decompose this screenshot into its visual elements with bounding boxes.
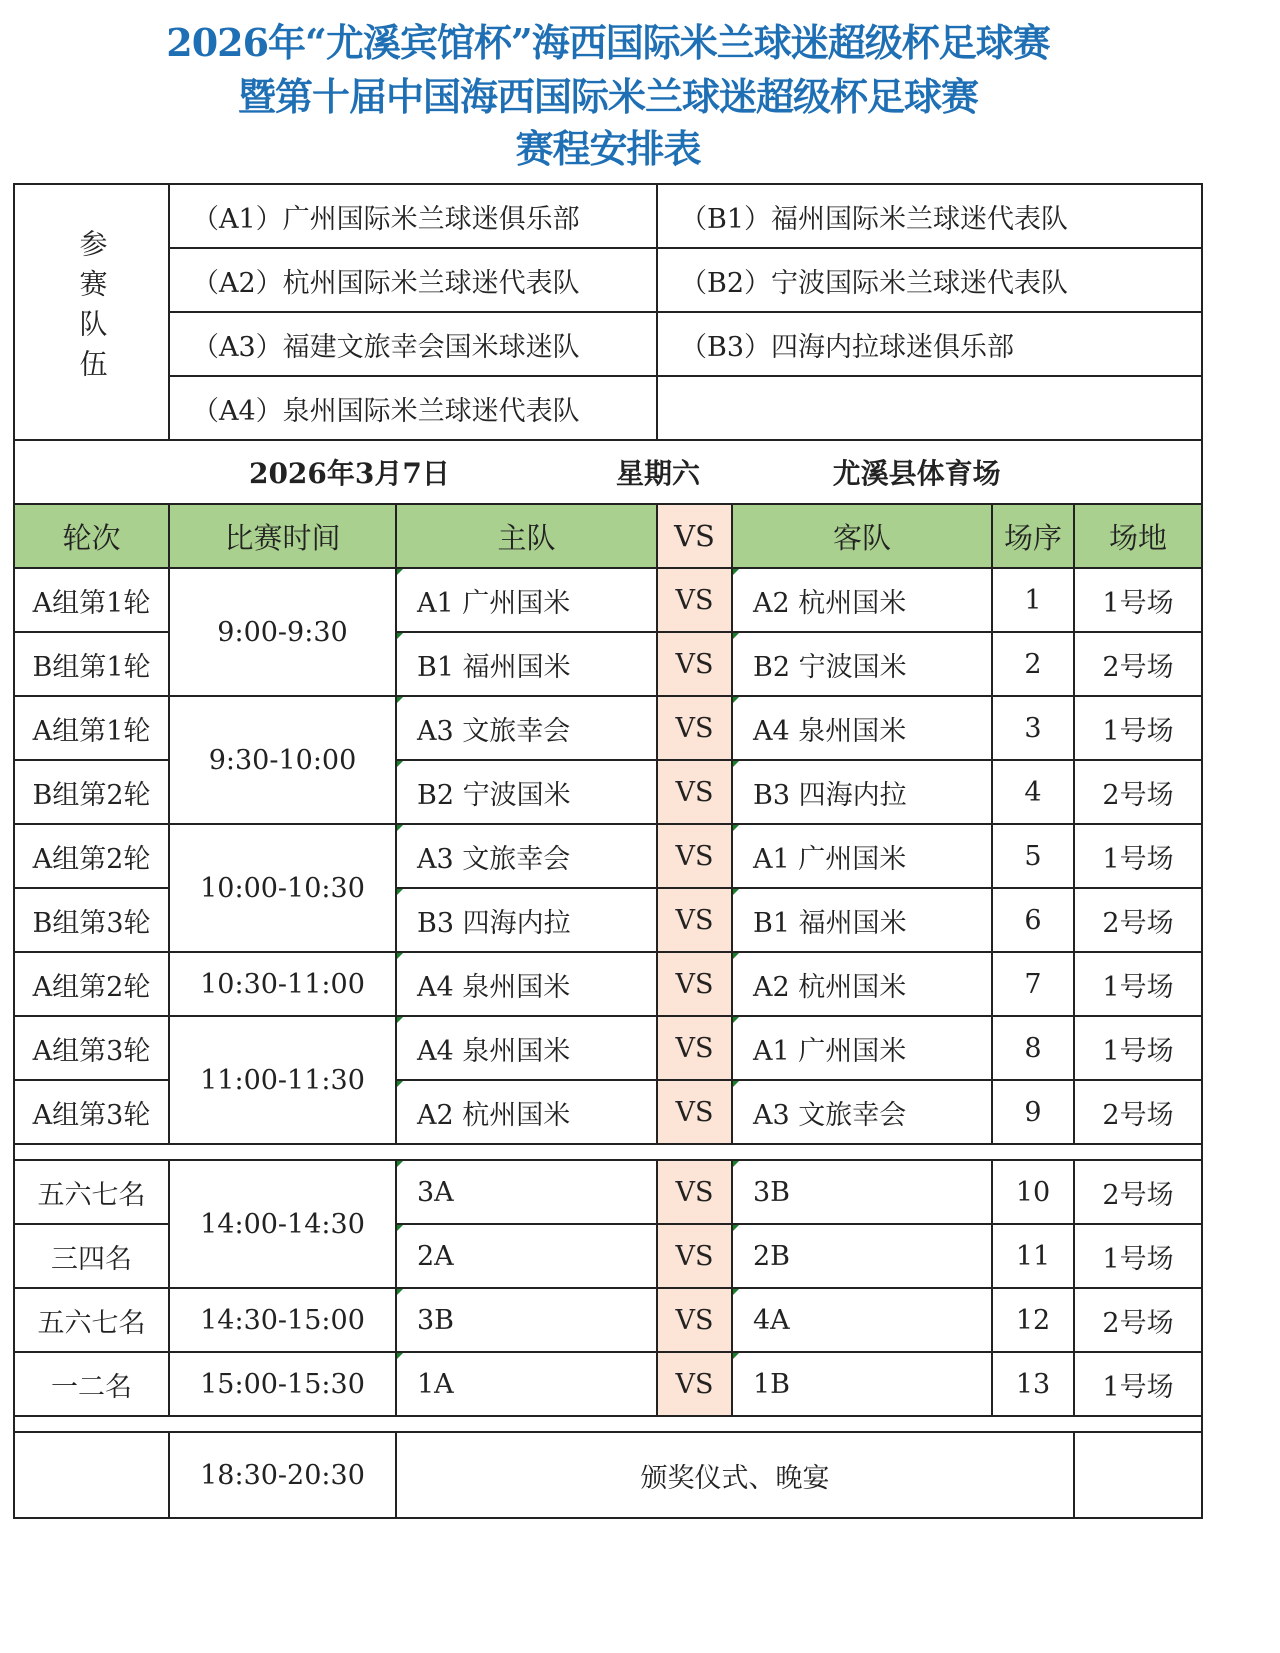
ceremony-field-empty xyxy=(1074,1432,1202,1518)
team-empty xyxy=(657,376,1202,440)
field-cell: 2号场 xyxy=(1074,632,1202,696)
header-home: 主队 xyxy=(396,504,657,568)
header-order: 场序 xyxy=(992,504,1074,568)
round-cell: A组第3轮 xyxy=(14,1016,169,1080)
home-cell: A1 广州国米 xyxy=(396,568,657,632)
table-row xyxy=(14,1160,1202,1224)
home-cell: A3 文旅幸会 xyxy=(396,696,657,760)
teams-label: 参赛队伍 xyxy=(75,228,109,389)
table-row xyxy=(14,824,1202,888)
match-venue: 尤溪县体育场 xyxy=(832,457,1001,490)
team-b3: （B3）四海内拉球迷俱乐部 xyxy=(657,312,1202,376)
title-line-3: 赛程安排表 xyxy=(515,126,701,171)
schedule-table xyxy=(13,183,1203,1519)
team-b2: （B2）宁波国际米兰球迷代表队 xyxy=(657,248,1202,312)
order-cell: 11 xyxy=(992,1224,1074,1288)
home-cell: A3 文旅幸会 xyxy=(396,824,657,888)
home-cell: A4 泉州国米 xyxy=(396,1016,657,1080)
vs-cell: VS xyxy=(657,1352,732,1416)
header-vs: VS xyxy=(657,504,732,568)
order-cell: 1 xyxy=(992,568,1074,632)
away-cell: A1 广州国米 xyxy=(732,1016,992,1080)
vs-cell: VS xyxy=(657,1080,732,1144)
header-round: 轮次 xyxy=(14,504,169,568)
field-cell: 2号场 xyxy=(1074,1160,1202,1224)
order-cell: 10 xyxy=(992,1160,1074,1224)
vs-cell: VS xyxy=(657,696,732,760)
spacer-row xyxy=(14,1416,1202,1432)
match-weekday: 星期六 xyxy=(616,457,701,490)
spacer-row xyxy=(14,1144,1202,1160)
round-cell: B组第3轮 xyxy=(14,888,169,952)
vs-cell: VS xyxy=(657,1224,732,1288)
order-cell: 13 xyxy=(992,1352,1074,1416)
order-cell: 6 xyxy=(992,888,1074,952)
vs-cell: VS xyxy=(657,1016,732,1080)
team-a2: （A2）杭州国际米兰球迷代表队 xyxy=(169,248,657,312)
round-cell: B组第1轮 xyxy=(14,632,169,696)
field-cell: 1号场 xyxy=(1074,696,1202,760)
away-cell: A2 杭州国米 xyxy=(732,952,992,1016)
header-time: 比赛时间 xyxy=(169,504,396,568)
match-date: 2026年3月7日 xyxy=(248,457,450,490)
round-cell: B组第2轮 xyxy=(14,760,169,824)
field-cell: 2号场 xyxy=(1074,1288,1202,1352)
teams-label-cell xyxy=(14,184,169,440)
round-cell: A组第2轮 xyxy=(14,952,169,1016)
order-cell: 7 xyxy=(992,952,1074,1016)
order-cell: 5 xyxy=(992,824,1074,888)
away-cell: A3 文旅幸会 xyxy=(732,1080,992,1144)
order-cell: 12 xyxy=(992,1288,1074,1352)
order-cell: 4 xyxy=(992,760,1074,824)
table-row xyxy=(14,696,1202,760)
field-cell: 2号场 xyxy=(1074,888,1202,952)
away-cell: 4A xyxy=(732,1288,992,1352)
title-line-1: 2026年“尤溪宾馆杯”海西国际米兰球迷超级杯足球赛 xyxy=(166,20,1050,65)
time-cell: 15:00-15:30 xyxy=(169,1352,396,1416)
team-a1: （A1）广州国际米兰球迷俱乐部 xyxy=(169,184,657,248)
field-cell: 1号场 xyxy=(1074,824,1202,888)
field-cell: 1号场 xyxy=(1074,568,1202,632)
field-cell: 1号场 xyxy=(1074,1224,1202,1288)
field-cell: 1号场 xyxy=(1074,952,1202,1016)
time-cell: 14:30-15:00 xyxy=(169,1288,396,1352)
home-cell: A4 泉州国米 xyxy=(396,952,657,1016)
away-cell: B1 福州国米 xyxy=(732,888,992,952)
home-cell: 3B xyxy=(396,1288,657,1352)
table-header xyxy=(14,504,1202,568)
time-cell: 10:00-10:30 xyxy=(169,824,396,952)
away-cell: 1B xyxy=(732,1352,992,1416)
vs-cell: VS xyxy=(657,568,732,632)
vs-cell: VS xyxy=(657,1160,732,1224)
time-cell: 11:00-11:30 xyxy=(169,1016,396,1144)
time-cell: 14:00-14:30 xyxy=(169,1160,396,1288)
round-cell: A组第2轮 xyxy=(14,824,169,888)
round-cell: A组第1轮 xyxy=(14,568,169,632)
team-b1: （B1）福州国际米兰球迷代表队 xyxy=(657,184,1202,248)
field-cell: 2号场 xyxy=(1074,1080,1202,1144)
round-cell: 三四名 xyxy=(14,1224,169,1288)
vs-cell: VS xyxy=(657,632,732,696)
vs-cell: VS xyxy=(657,952,732,1016)
home-cell: B2 宁波国米 xyxy=(396,760,657,824)
team-a3: （A3）福建文旅幸会国米球迷队 xyxy=(169,312,657,376)
order-cell: 3 xyxy=(992,696,1074,760)
order-cell: 8 xyxy=(992,1016,1074,1080)
away-cell: B3 四海内拉 xyxy=(732,760,992,824)
away-cell: A2 杭州国米 xyxy=(732,568,992,632)
home-cell: 3A xyxy=(396,1160,657,1224)
vs-cell: VS xyxy=(657,824,732,888)
round-cell: A组第3轮 xyxy=(14,1080,169,1144)
header-field: 场地 xyxy=(1074,504,1202,568)
round-cell: 五六七名 xyxy=(14,1288,169,1352)
team-a4: （A4）泉州国际米兰球迷代表队 xyxy=(169,376,657,440)
ceremony-row xyxy=(14,1432,1202,1518)
round-cell: A组第1轮 xyxy=(14,696,169,760)
vs-cell: VS xyxy=(657,760,732,824)
vs-cell: VS xyxy=(657,888,732,952)
ceremony-round-empty xyxy=(14,1432,169,1518)
home-cell: B3 四海内拉 xyxy=(396,888,657,952)
field-cell: 2号场 xyxy=(1074,760,1202,824)
away-cell: B2 宁波国米 xyxy=(732,632,992,696)
time-cell: 10:30-11:00 xyxy=(169,952,396,1016)
order-cell: 2 xyxy=(992,632,1074,696)
field-cell: 1号场 xyxy=(1074,1016,1202,1080)
vs-cell: VS xyxy=(657,1288,732,1352)
table-row xyxy=(14,1352,1202,1416)
order-cell: 9 xyxy=(992,1080,1074,1144)
header-away: 客队 xyxy=(732,504,992,568)
round-cell: 五六七名 xyxy=(14,1160,169,1224)
date-bar xyxy=(14,440,1202,504)
home-cell: 2A xyxy=(396,1224,657,1288)
table-row xyxy=(14,568,1202,632)
home-cell: B1 福州国米 xyxy=(396,632,657,696)
table-row xyxy=(14,1016,1202,1080)
ceremony-event: 颁奖仪式、晚宴 xyxy=(396,1432,1074,1518)
title-line-2: 暨第十届中国海西国际米兰球迷超级杯足球赛 xyxy=(237,74,978,119)
field-cell: 1号场 xyxy=(1074,1352,1202,1416)
home-cell: 1A xyxy=(396,1352,657,1416)
time-cell: 9:30-10:00 xyxy=(169,696,396,824)
table-row xyxy=(14,952,1202,1016)
away-cell: A4 泉州国米 xyxy=(732,696,992,760)
table-row xyxy=(14,1288,1202,1352)
home-cell: A2 杭州国米 xyxy=(396,1080,657,1144)
away-cell: 2B xyxy=(732,1224,992,1288)
time-cell: 9:00-9:30 xyxy=(169,568,396,696)
away-cell: A1 广州国米 xyxy=(732,824,992,888)
ceremony-time: 18:30-20:30 xyxy=(169,1432,396,1518)
round-cell: 一二名 xyxy=(14,1352,169,1416)
away-cell: 3B xyxy=(732,1160,992,1224)
